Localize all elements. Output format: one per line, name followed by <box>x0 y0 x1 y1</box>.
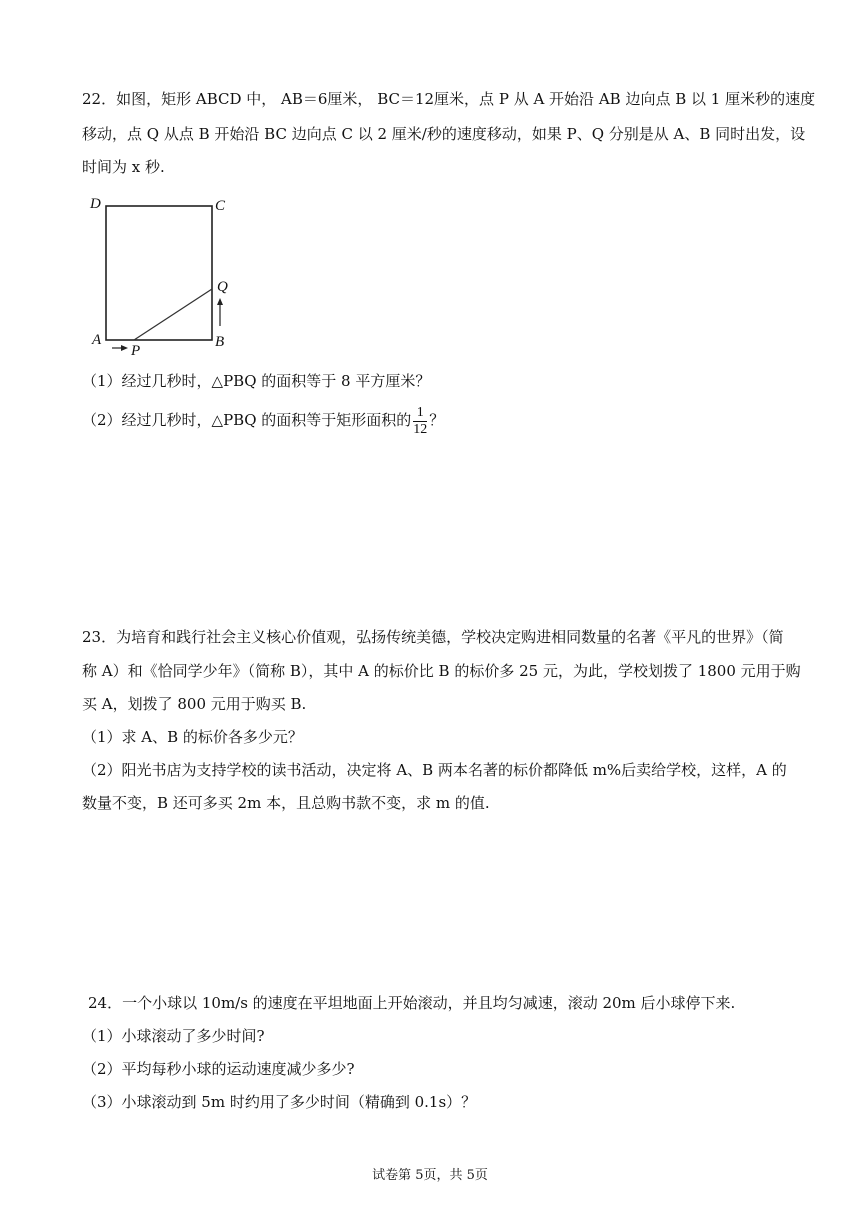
fraction-numerator: 1 <box>413 405 427 422</box>
q24-sub-1: （1）小球滚动了多少时间? <box>82 1027 265 1045</box>
label-c: C <box>215 198 226 214</box>
q22-line-3: 时间为 x 秒. <box>82 158 165 176</box>
label-q: Q <box>217 279 228 295</box>
fraction-one-twelfth <box>413 405 427 438</box>
q22-line-2: 移动，点 Q 从点 B 开始沿 BC 边向点 C 以 2 厘米/秒的速度移动，如果 P、Q 分别是从 A、B 同时出发，设 <box>82 125 806 143</box>
rectangle-figure <box>84 188 244 358</box>
q22-sub-2 <box>82 403 778 438</box>
q23-line-2: 称 A）和《恰同学少年》（简称 B），其中 A 的标价比 B 的标价多 25 元，为此，学校划拨了 1800 元用于购 <box>82 662 801 680</box>
q22-sub-1: （1）经过几秒时，△PBQ 的面积等于 8 平方厘米？ <box>82 372 431 390</box>
segment-pq <box>134 289 212 340</box>
q23-line-3: 买 A，划拨了 800 元用于购买 B. <box>82 695 307 713</box>
label-a: A <box>92 332 102 348</box>
arrow-up-head-icon <box>217 298 223 305</box>
q24-line-1: 24．一个小球以 10m/s 的速度在平坦地面上开始滚动，并且均匀减速，滚动 20m 后小球停下来. <box>88 994 736 1012</box>
q23-line-1: 23．为培育和践行社会主义核心价值观，弘扬传统美德，学校决定购进相同数量的名著《平凡的世界》（简 <box>82 628 784 646</box>
q24-sub-2: （2）平均每秒小球的运动速度减少多少? <box>82 1060 355 1078</box>
q22-sub-2-suffix: ？ <box>429 411 445 429</box>
rectangle-abcd <box>106 206 212 340</box>
q23-sub-1: （1）求 A、B 的标价各多少元？ <box>82 728 303 746</box>
q22-sub-2-prefix: （2）经过几秒时，△PBQ 的面积等于矩形面积的 <box>82 411 412 429</box>
fraction-denominator: 12 <box>413 421 428 437</box>
q24-sub-3: （3）小球滚动到 5m 时约用了多少时间（精确到 0.1s）？ <box>82 1093 477 1111</box>
q23-sub-2-line-1: （2）阳光书店为支持学校的读书活动，决定将 A、B 两本名著的标价都降低 m%后卖给学校，这样，A 的 <box>82 761 787 779</box>
label-p: P <box>131 343 141 358</box>
label-d: D <box>90 196 101 212</box>
q22-line-1: 22．如图，矩形 ABCD 中， AB＝6厘米， BC＝12厘米，点 P 从 A 开始沿 AB 边向点 B 以 1 厘米秒的速度 <box>82 90 816 108</box>
page-footer: 试卷第 5页，共 5页 <box>372 1168 488 1183</box>
q23-sub-2-line-2: 数量不变，B 还可多买 2m 本，且总购书款不变，求 m 的值. <box>82 794 490 812</box>
label-b: B <box>215 334 225 350</box>
arrow-right-head-icon <box>121 345 128 351</box>
